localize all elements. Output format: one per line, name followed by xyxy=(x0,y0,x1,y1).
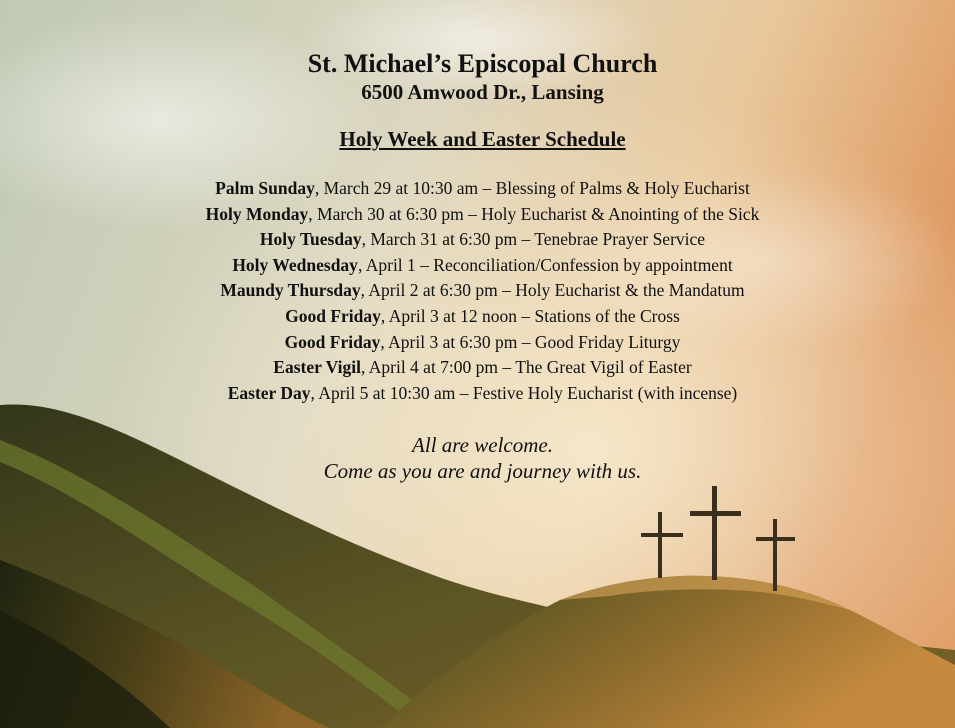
schedule-item xyxy=(0,202,955,228)
schedule-item xyxy=(0,355,955,381)
schedule-details: , April 4 at 7:00 pm – The Great Vigil of Easter xyxy=(360,357,692,378)
schedule-item xyxy=(0,253,955,279)
schedule-list xyxy=(0,176,955,406)
schedule-day: Good Friday xyxy=(284,331,381,352)
schedule-item xyxy=(0,227,955,253)
schedule-day: Holy Monday xyxy=(205,203,309,224)
schedule-item xyxy=(0,304,955,330)
schedule-details: , March 31 at 6:30 pm – Tenebrae Prayer Service xyxy=(361,229,706,250)
church-name: St. Michael’s Episcopal Church xyxy=(307,49,658,78)
schedule-day: Easter Day xyxy=(227,382,311,403)
schedule-day: Holy Wednesday xyxy=(232,254,358,275)
welcome-message xyxy=(0,432,955,484)
schedule-day: Easter Vigil xyxy=(273,357,361,378)
welcome-line: Come as you are and journey with us. xyxy=(323,459,642,483)
schedule-day: Maundy Thursday xyxy=(220,280,361,301)
schedule-day: Holy Tuesday xyxy=(259,229,362,250)
schedule-item xyxy=(0,278,955,304)
schedule-details: , April 2 at 6:30 pm – Holy Eucharist & the Mandatum xyxy=(360,280,745,301)
schedule-day: Palm Sunday xyxy=(215,178,315,198)
schedule-details: , April 3 at 12 noon – Stations of the Cross xyxy=(380,305,680,326)
schedule-item xyxy=(0,176,955,202)
welcome-line: All are welcome. xyxy=(412,433,553,457)
schedule-details: , March 29 at 10:30 am – Blessing of Palms & Holy Eucharist xyxy=(314,178,750,198)
schedule-details: , April 1 – Reconciliation/Confession by appointment xyxy=(357,254,733,275)
schedule-details: , March 30 at 6:30 pm – Holy Eucharist & Anointing of the Sick xyxy=(308,203,760,224)
schedule-item xyxy=(0,381,955,407)
schedule-heading: Holy Week and Easter Schedule xyxy=(339,127,626,151)
schedule-details: , April 3 at 6:30 pm – Good Friday Liturgy xyxy=(380,331,681,352)
church-address: 6500 Amwood Dr., Lansing xyxy=(361,80,604,104)
schedule-details: , April 5 at 10:30 am – Festive Holy Eucharist (with incense) xyxy=(310,382,738,403)
schedule-day: Good Friday xyxy=(285,305,381,326)
schedule-item xyxy=(0,330,955,356)
